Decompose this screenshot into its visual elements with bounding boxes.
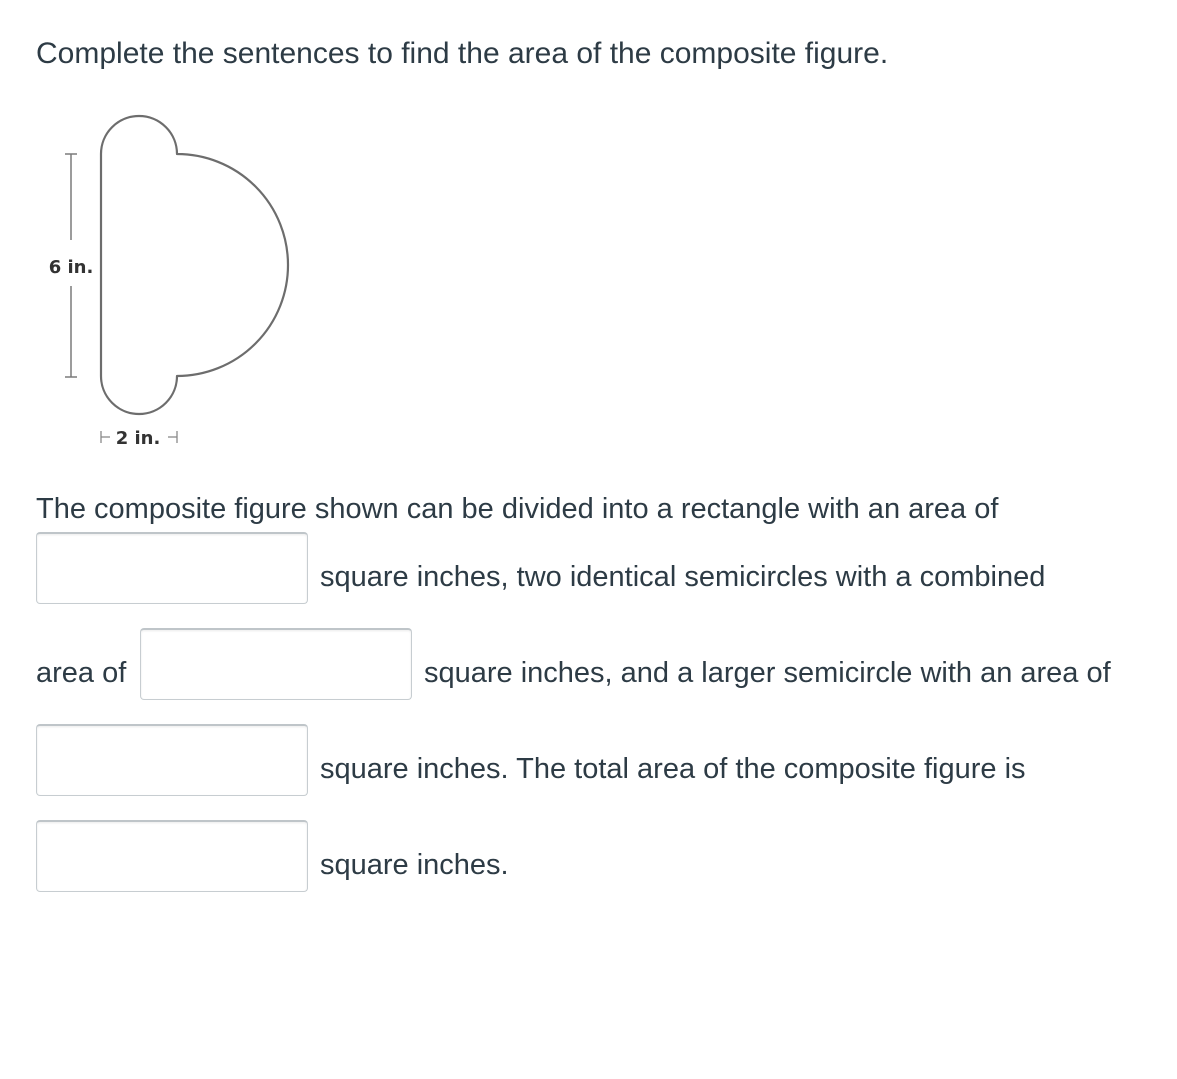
total-area-input[interactable] (37, 822, 307, 891)
composite-figure (40, 110, 300, 455)
small-semicircles-area-input[interactable] (141, 630, 411, 699)
sentence-part-3b: square inches, and a larger semicircle with an area of (424, 657, 1111, 689)
sentence-part-3a: area of (36, 657, 127, 689)
question-title: Complete the sentences to find the area of the composite figure. (36, 37, 889, 70)
height-label: 6 in. (48, 257, 94, 278)
small-semicircles-area-answer-box[interactable] (140, 628, 412, 700)
sentence-part-5: square inches. (320, 849, 509, 881)
composite-figure-drawing (40, 110, 300, 455)
sentence-part-2: square inches, two identical semicircles with a combined (320, 561, 1046, 593)
rectangle-area-answer-box[interactable] (36, 532, 308, 604)
sentence-part-4: square inches. The total area of the composite figure is (320, 753, 1026, 785)
large-semicircle-area-answer-box[interactable] (36, 724, 308, 796)
large-semicircle-area-input[interactable] (37, 726, 307, 795)
rectangle-area-input[interactable] (37, 534, 307, 603)
total-area-answer-box[interactable] (36, 820, 308, 892)
composite-shape-outline (101, 116, 288, 414)
sentence-part-1: The composite figure shown can be divided into a rectangle with an area of (36, 493, 999, 525)
width-label: 2 in. (115, 428, 161, 449)
